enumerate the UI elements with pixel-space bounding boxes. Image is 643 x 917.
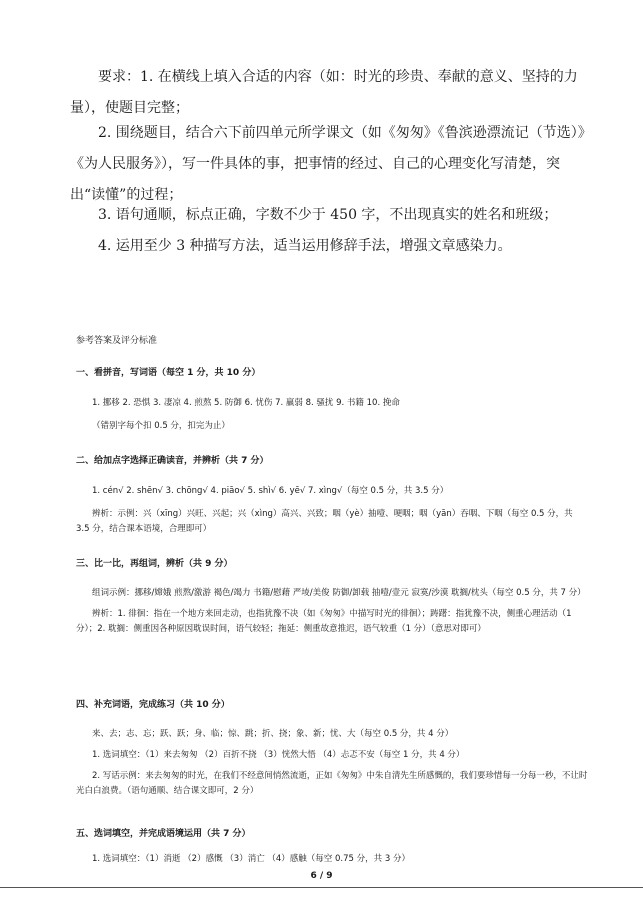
section-2 xyxy=(76,453,588,466)
page-number: 6 / 9 xyxy=(310,871,333,881)
section-1-body: 1. 挪移 2. 恐惧 3. 凄凉 4. 煎熬 5. 防御 6. 忧伤 7. 羸弱 8. 骚扰 9. 书籍 10. 挽命 （错别字每个扣 0.5 分，扣完为止） xyxy=(92,398,400,431)
section-3 xyxy=(76,556,588,569)
requirements-block-2 xyxy=(70,118,590,211)
section-5 xyxy=(76,826,588,839)
page-divider xyxy=(0,887,643,888)
section-2-body: 1. cén√ 2. shēn√ 3. chōng√ 4. piāo√ 5. shì√ 6. yē√ 7. xìng√（每空 0.5 分，共 3.5 分） 辨析：示例：兴（xīng）兴旺、兴起；兴（xìng）高兴、兴致；咽（yè）抽噎、哽咽；咽（yān）吞咽、下咽（每空 0.5 分，共 3.5 分，结合课本语境，合理即可） xyxy=(76,486,573,534)
section-5-body: 1. 选词填空：（1）消逝 （2）感慨 （3）消亡 （4）感触（每空 0.75 分，共 3 分） xyxy=(92,854,410,864)
requirement-3: 3. 语句通顺，标点正确，字数不少于 450 字，不出现真实的姓名和班级； xyxy=(98,207,558,223)
requirement-4: 4. 运用至少 3 种描写方法，适当运用修辞手法，增强文章感染力。 xyxy=(98,238,512,254)
section-3-body: 组词示例：挪移/嫦娥 煎熬/激游 褐色/竭力 书籍/慰藉 严堎/美俊 防御/卸载 抽噎/壹元 寂寞/沙漠 耽搁/枕头（每空 0.5 分，共 7 分） 辨析：1. 徘徊：指在一个地方来回走动，也指犹豫不决（如《匆匆》中描写时光的徘徊）；踌躇：指犹豫不决，侧重心理活动（1 分）；2. 耽搁：侧重因各种原因耽误时间，语气较轻；拖延：侧重故意推迟，语气较重（1 分）（意思对即可） xyxy=(76,588,586,634)
section-4-heading: 四、补充词语，完成练习（共 10 分） xyxy=(76,700,230,710)
section-2-heading: 二、给加点字选择正确读音，并辨析（共 7 分） xyxy=(76,456,269,466)
requirement-1: 要求：1. 在横线上填入合适的内容（如：时光的珍贵、奉献的意义、坚持的力量），使题目完整； xyxy=(70,69,578,116)
section-4-body: 来、去；志、忘；跃、跃；身、临；惊、跳；折、挠；象、新；忧、大（每空 0.5 分，共 4 分） 1. 选词填空：（1）来去匆匆 （2）百折不挠 （3）恍然大悟 （4）忐忑不安（每空 1 分，共 4 分） 2. 写话示例：来去匆匆的时光，在我们不经意间悄然流逝，正如《匆匆》中朱自清先生所感慨的，我们要珍惜每一分每一秒，不让时光白白浪费。（语句通顺、结合课文即可，2 分） xyxy=(76,729,588,796)
section-5-heading: 五、选词填空，并完成语境运用（共 7 分） xyxy=(76,829,251,839)
section-3-heading: 三、比一比，再组词，辨析（共 9 分） xyxy=(76,559,233,569)
section-1-heading: 一、看拼音，写词语（每空 1 分，共 10 分） xyxy=(76,368,261,378)
section-4 xyxy=(76,697,588,710)
requirements-block xyxy=(70,62,590,124)
answer-title: 参考答案及评分标准 xyxy=(76,336,158,346)
requirement-2: 2. 围绕题目，结合六下前四单元所学课文（如《匆匆》《鲁滨逊漂流记（节选）》《为人民服务》），写一件具体的事，把事情的经过、自己的心理变化写清楚，突出“读懂”的过程； xyxy=(70,125,585,203)
requirements-block-3 xyxy=(70,200,590,262)
section-1 xyxy=(76,365,588,378)
